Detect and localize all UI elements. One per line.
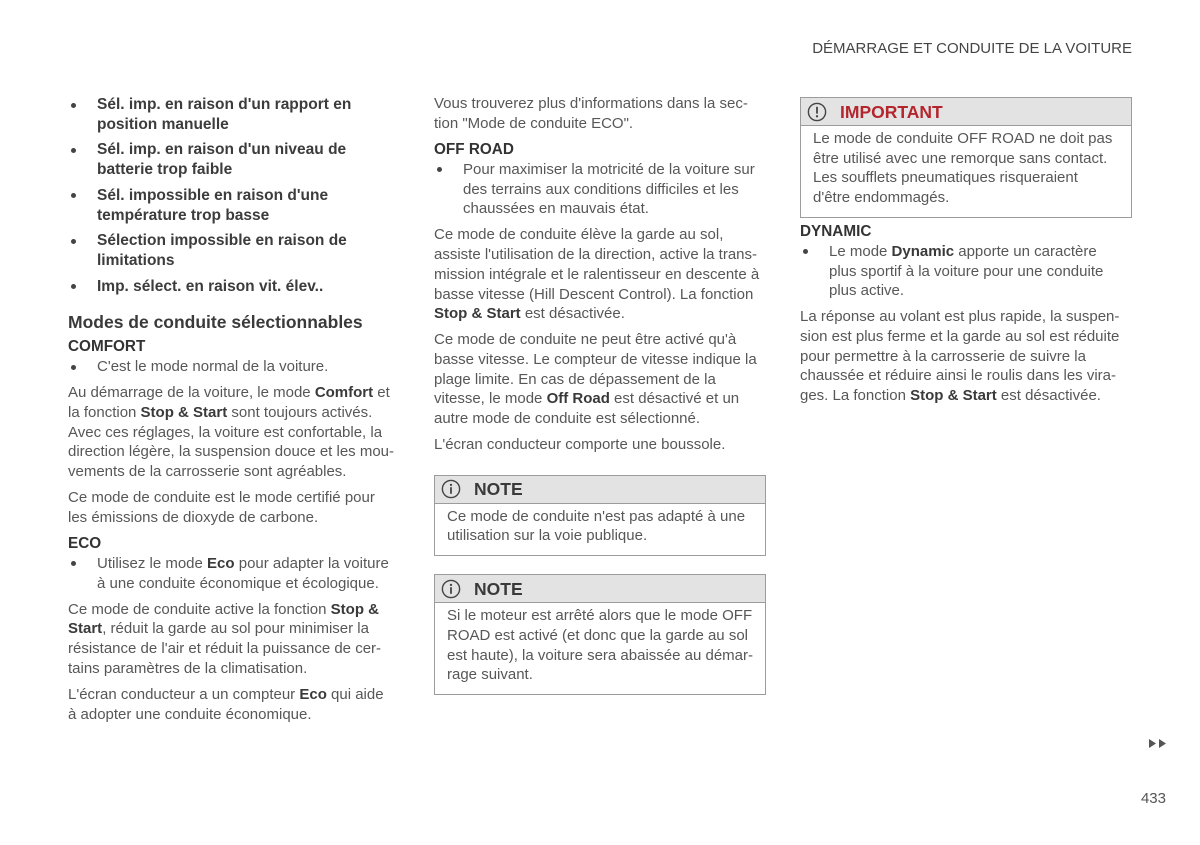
- note-box-header: [435, 575, 765, 603]
- message-list-item: [68, 140, 402, 180]
- bullet-dot: [71, 148, 76, 153]
- text-run: est désactivé et un: [609, 390, 740, 408]
- paragraph: [800, 307, 1132, 405]
- bullet-item: [434, 160, 766, 219]
- text-line: plus sportif à la voiture pour une conduite: [829, 262, 1104, 280]
- text-line: autre mode de conduite est sélectionné.: [434, 410, 701, 428]
- note-box-header: [435, 476, 765, 504]
- text-run: pour adapter la voiture: [234, 555, 389, 573]
- message-list-item: [68, 186, 402, 226]
- emphasized-term: Stop &: [330, 600, 379, 618]
- text-run: Ce mode de conduite active la fonction: [68, 600, 331, 618]
- paragraph: [68, 600, 402, 679]
- text-line: Ce mode de conduite élève la garde au sol,: [434, 226, 724, 244]
- paragraph: [68, 488, 402, 527]
- text-run: la fonction: [68, 404, 141, 422]
- page-number: 433: [1140, 790, 1166, 807]
- text-line: chaussée et réduire ainsi le roulis dans les vira-: [800, 367, 1116, 385]
- text-line: [829, 242, 1132, 262]
- mode-label: [434, 140, 766, 160]
- text-line: position manuelle: [97, 116, 229, 133]
- double-triangle-right-icon: [1149, 739, 1167, 748]
- text-line: vements de la carrosserie sont agréables.: [68, 463, 347, 481]
- text-line: Sél. imp. en raison d'un niveau de: [97, 141, 347, 159]
- text-run: et: [373, 384, 390, 402]
- text-line: à une conduite économique et écologique.: [97, 574, 379, 592]
- text-line: [97, 554, 402, 574]
- note-box: [434, 475, 766, 556]
- left-column: [68, 95, 402, 724]
- important-text: [801, 126, 1131, 217]
- text-line: [68, 600, 402, 620]
- text-run: sont toujours activés.: [227, 404, 373, 422]
- text-line: les émissions de dioxyde de carbone.: [68, 508, 319, 526]
- emphasized-term: Off Road: [546, 390, 610, 408]
- text-line: Modes de conduite sélectionnables: [68, 311, 363, 332]
- text-line: d'être endommagés.: [813, 189, 950, 207]
- bullet-item: [68, 357, 402, 377]
- text-line: limitations: [97, 252, 175, 270]
- text-run: est désactivée.: [520, 305, 625, 323]
- emphasized-term: Start: [68, 620, 103, 638]
- important-title: IMPORTANT: [840, 101, 943, 122]
- bullet-dot: [71, 193, 76, 198]
- text-line: tains paramètres de la climatisation.: [68, 659, 308, 677]
- mode-label: [800, 222, 1132, 242]
- text-line: sion est plus ferme et la garde au sol est réduite: [800, 328, 1120, 346]
- text-line: C'est le mode normal de la voiture.: [97, 358, 329, 376]
- exclamation-circle-icon: [807, 102, 827, 122]
- text-line: Sél. imp. en raison d'un rapport en: [97, 96, 352, 113]
- message-list-item: [68, 277, 402, 297]
- bullet-dot: [71, 561, 76, 566]
- section-title: DÉMARRAGE ET CONDUITE DE LA VOITURE: [812, 40, 1132, 57]
- paragraph: [434, 330, 766, 428]
- text-line: plus active.: [829, 282, 905, 300]
- emphasized-term: Eco: [207, 555, 235, 573]
- text-line: Ce mode de conduite est le mode certifié pour: [68, 489, 375, 507]
- text-line: COMFORT: [68, 338, 146, 356]
- text-run: ges. La fonction: [800, 387, 911, 405]
- paragraph: [434, 94, 766, 133]
- emphasized-term: Eco: [299, 685, 327, 703]
- note-title: NOTE: [474, 479, 523, 500]
- paragraph: [434, 435, 766, 455]
- text-run: vitesse, le mode: [434, 390, 547, 408]
- text-line: basse vitesse. Le compteur de vitesse indique la: [434, 350, 757, 368]
- text-line: chaussées en mauvais état.: [463, 200, 649, 218]
- text-line: tion "Mode de conduite ECO".: [434, 114, 634, 132]
- text-line: rage suivant.: [447, 666, 533, 684]
- text-run: Utilisez le mode: [97, 555, 208, 573]
- text-line: [68, 383, 402, 403]
- text-line: ECO: [68, 534, 102, 552]
- bullet-dot: [71, 239, 76, 244]
- bullet-dot: [71, 103, 76, 108]
- bullet-dot: [803, 249, 808, 254]
- text-line: mission intégrale et le ralentisseur en descente à: [434, 265, 760, 283]
- text-line: Sélection impossible en raison de: [97, 232, 347, 250]
- text-line: Imp. sélect. en raison vit. élev..: [97, 277, 324, 295]
- text-line: résistance de l'air et réduit la puissance de cer-: [68, 640, 382, 658]
- text-run: Le mode: [829, 242, 892, 260]
- section-heading: [68, 311, 402, 333]
- paragraph: [68, 685, 402, 724]
- text-line: [434, 389, 766, 409]
- important-box: [800, 97, 1132, 218]
- text-line: Avec ces réglages, la voiture est confortable, la: [68, 423, 383, 441]
- info-circle-icon: [441, 579, 461, 599]
- emphasized-term: Stop & Start: [140, 404, 228, 422]
- text-line: direction légère, la suspension douce et les mou-: [68, 443, 395, 461]
- text-line: basse vitesse (Hill Descent Control). La fonction: [434, 285, 754, 303]
- text-run: L'écran conducteur a un compteur: [68, 685, 300, 703]
- text-line: ROAD est activé (et donc que la garde au sol: [447, 626, 748, 644]
- text-line: DYNAMIC: [800, 222, 872, 240]
- emphasized-term: Stop & Start: [910, 387, 997, 405]
- message-list-item: [68, 95, 402, 135]
- text-line: Sél. impossible en raison d'une: [97, 186, 329, 204]
- middle-column: [434, 94, 766, 695]
- mode-label: [68, 337, 402, 357]
- text-line: pour permettre à la carrosserie de suivre la: [800, 347, 1086, 365]
- text-line: [68, 685, 402, 705]
- note-box: [434, 574, 766, 695]
- bullet-dot: [71, 365, 76, 370]
- text-line: Si le moteur est arrêté alors que le mode OFF: [447, 607, 753, 625]
- emphasized-term: Stop & Start: [434, 305, 521, 323]
- paragraph: [434, 225, 766, 323]
- text-line: [68, 619, 402, 639]
- text-line: Le mode de conduite OFF ROAD ne doit pas: [813, 130, 1113, 147]
- message-list-item: [68, 231, 402, 271]
- text-line: température trop basse: [97, 206, 270, 224]
- bullet-dot: [437, 167, 442, 172]
- text-line: à adopter une conduite économique.: [68, 705, 312, 723]
- text-line: des terrains aux conditions difficiles et les: [463, 180, 739, 198]
- emphasized-term: Dynamic: [891, 242, 955, 260]
- text-line: batterie trop faible: [97, 161, 233, 179]
- mode-label: [68, 534, 402, 554]
- text-line: L'écran conducteur comporte une boussole.: [434, 436, 726, 454]
- emphasized-term: Comfort: [314, 384, 374, 402]
- text-run: Au démarrage de la voiture, le mode: [68, 384, 315, 402]
- bullet-item: [800, 242, 1132, 301]
- text-line: Vous trouverez plus d'informations dans la sec-: [434, 95, 748, 113]
- text-run: , réduit la garde au sol pour minimiser la: [102, 620, 369, 638]
- text-run: qui aide: [326, 685, 384, 703]
- text-line: Pour maximiser la motricité de la voiture sur: [463, 161, 755, 178]
- text-line: [800, 386, 1132, 406]
- text-line: Les soufflets pneumatiques risqueraient: [813, 169, 1078, 187]
- note-text: [435, 603, 765, 694]
- text-line: Ce mode de conduite ne peut être activé qu'à: [434, 331, 737, 349]
- text-line: OFF ROAD: [434, 140, 514, 158]
- right-column: [800, 97, 1132, 406]
- text-line: est haute), la voiture sera abaissée au démar-: [447, 646, 753, 664]
- text-line: être utilisé avec une remorque sans contact.: [813, 149, 1108, 167]
- text-line: La réponse au volant est plus rapide, la suspen-: [800, 308, 1120, 326]
- text-line: [68, 403, 402, 423]
- paragraph: [68, 383, 402, 481]
- text-line: Ce mode de conduite n'est pas adapté à une: [447, 507, 746, 525]
- text-line: plage limite. En cas de dépassement de la: [434, 370, 716, 388]
- text-line: [434, 304, 766, 324]
- text-line: assiste l'utilisation de la direction, active la trans-: [434, 246, 758, 264]
- note-title: NOTE: [474, 578, 523, 599]
- text-line: utilisation sur la voie publique.: [447, 527, 648, 545]
- info-circle-icon: [441, 479, 461, 499]
- bullet-item: [68, 554, 402, 593]
- text-run: apporte un caractère: [954, 242, 1097, 260]
- note-text: [435, 504, 765, 555]
- important-box-header: [801, 98, 1131, 126]
- text-run: est désactivée.: [996, 387, 1101, 405]
- bullet-dot: [71, 284, 76, 289]
